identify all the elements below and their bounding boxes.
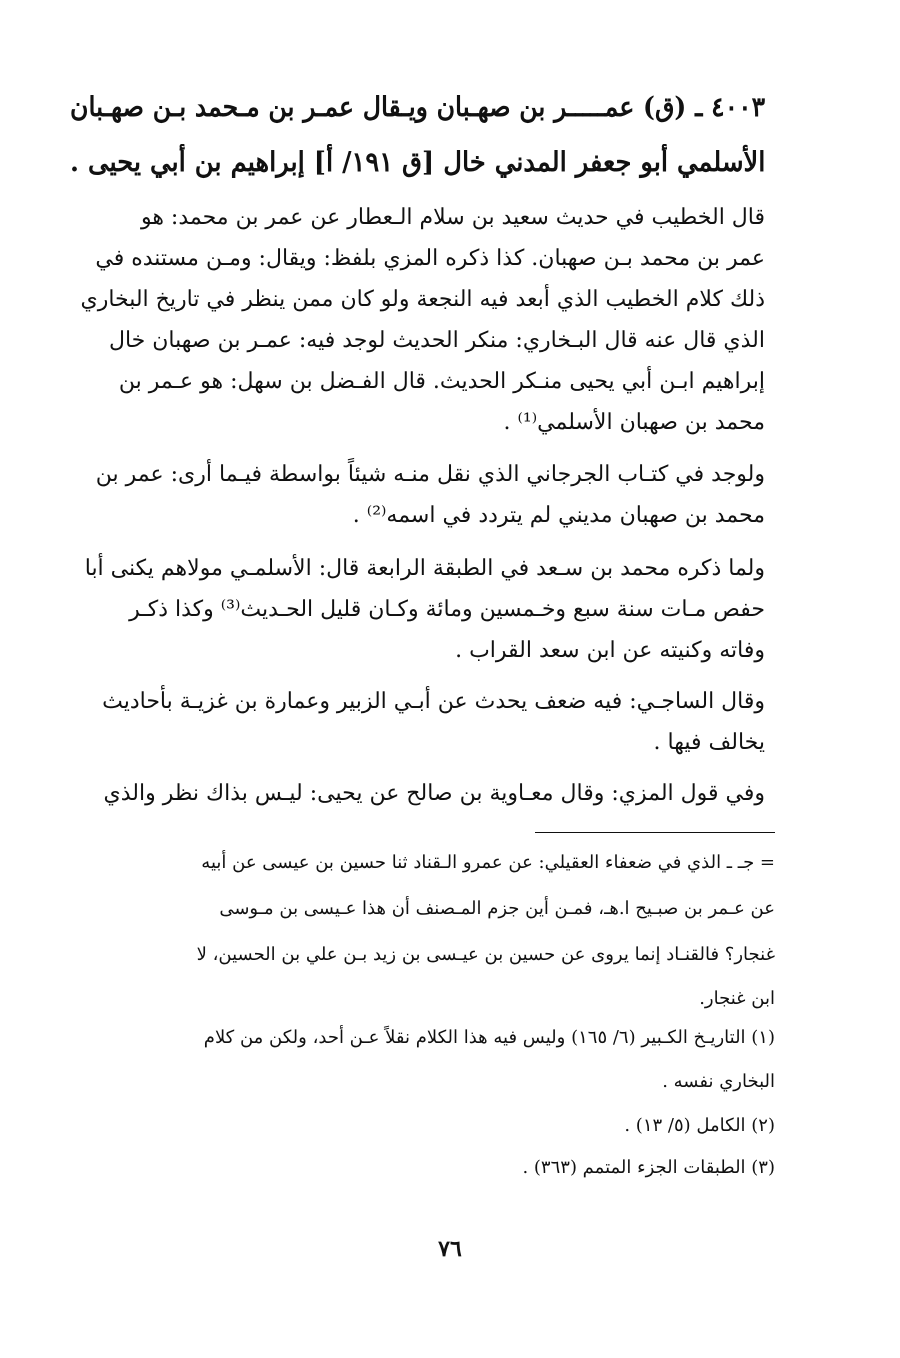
footnote-line: ابن غنجار. xyxy=(699,988,775,1009)
footnote-separator xyxy=(535,832,775,833)
footnote-3: (٣) الطبقات الجزء المتمم (٣٦٣) . xyxy=(522,1157,775,1178)
body-line: حفص مـات سنة سبع وخـمسين ومائة وكـان قليل الحـديث⁽³⁾ وكذا ذكـر xyxy=(129,597,765,622)
body-line: عمر بن محمد بـن صهبان. كذا ذكره المزي بلفظ: ويقال: ومـن مستنده في xyxy=(95,246,765,271)
page-number: ٧٦ xyxy=(438,1236,462,1262)
body-line: ولما ذكره محمد بن سـعد في الطبقة الرابعة قال: الأسلمـي مولاهم يكنى أبا xyxy=(84,556,765,581)
body-line: ذلك كلام الخطيب الذي أبعد فيه النجعة ولو كان ممن ينظر في تاريخ البخاري xyxy=(80,287,765,312)
footnote-line: عن عـمر بن صبـيح ا.هـ، فمـن أين جزم المـصنف أن هذا عـيسى بن مـوسى xyxy=(219,898,775,919)
entry-heading-line-1: ٤٠٠٣ ـ (ق) عمـــــر بن صهـبان ويـقال عمـر بن مـحمد بـن صهـبان xyxy=(69,92,765,123)
body-line: وقال الساجـي: فيه ضعف يحدث عن أبـي الزبير وعمارة بن غزيـة بأحاديث xyxy=(102,689,765,714)
footnote-line: البخاري نفسه . xyxy=(662,1071,775,1092)
body-line: وفي قول المزي: وقال معـاوية بن صالح عن يحيى: ليـس بذاك نظر والذي xyxy=(103,781,765,806)
footnote-1: (١) التاريـخ الكـبير (٦/ ١٦٥) وليس فيه هذا الكلام نقلاً عـن أحد، ولكن من كلام xyxy=(203,1027,775,1048)
body-line: ولوجد في كتـاب الجرجاني الذي نقل منـه شيئاً بواسطة فيـما أرى: عمر بن xyxy=(95,462,765,487)
footnote-line: غنجار؟ فالقنـاد إنما يروى عن حسين بن عيـسى بن زيد بـن علي بن الحسين، لا xyxy=(196,944,775,965)
footnote-2: (٢) الكامل (٥/ ١٣) . xyxy=(624,1115,775,1136)
body-line: قال الخطيب في حديث سعيد بن سلام الـعطار عن عمر بن محمد: هو xyxy=(140,205,765,230)
footnote-line: = جـ ـ الذي في ضعفاء العقيلي: عن عمرو الـقناد ثنا حسين بن عيسى عن أبيه xyxy=(201,852,775,873)
body-line: يخالف فيها . xyxy=(653,730,765,755)
body-line: وفاته وكنيته عن ابن سعد القراب . xyxy=(455,638,765,663)
entry-heading-line-2: الأسلمي أبو جعفر المدني خال [ق ١٩١/ أ] إبراهيم بن أبي يحيى . xyxy=(69,147,765,178)
body-line: إبراهيم ابـن أبي يحيى منـكر الحديث. قال الفـضل بن سهل: هو عـمر بن xyxy=(118,369,765,394)
body-line: الذي قال عنه قال البـخاري: منكر الحديث لوجد فيه: عمـر بن صهبان خال xyxy=(108,328,765,353)
body-line: محمد بن صهبان الأسلمي⁽¹⁾ . xyxy=(503,410,765,435)
body-line: محمد بن صهبان مديني لم يتردد في اسمه⁽²⁾ . xyxy=(352,503,765,528)
